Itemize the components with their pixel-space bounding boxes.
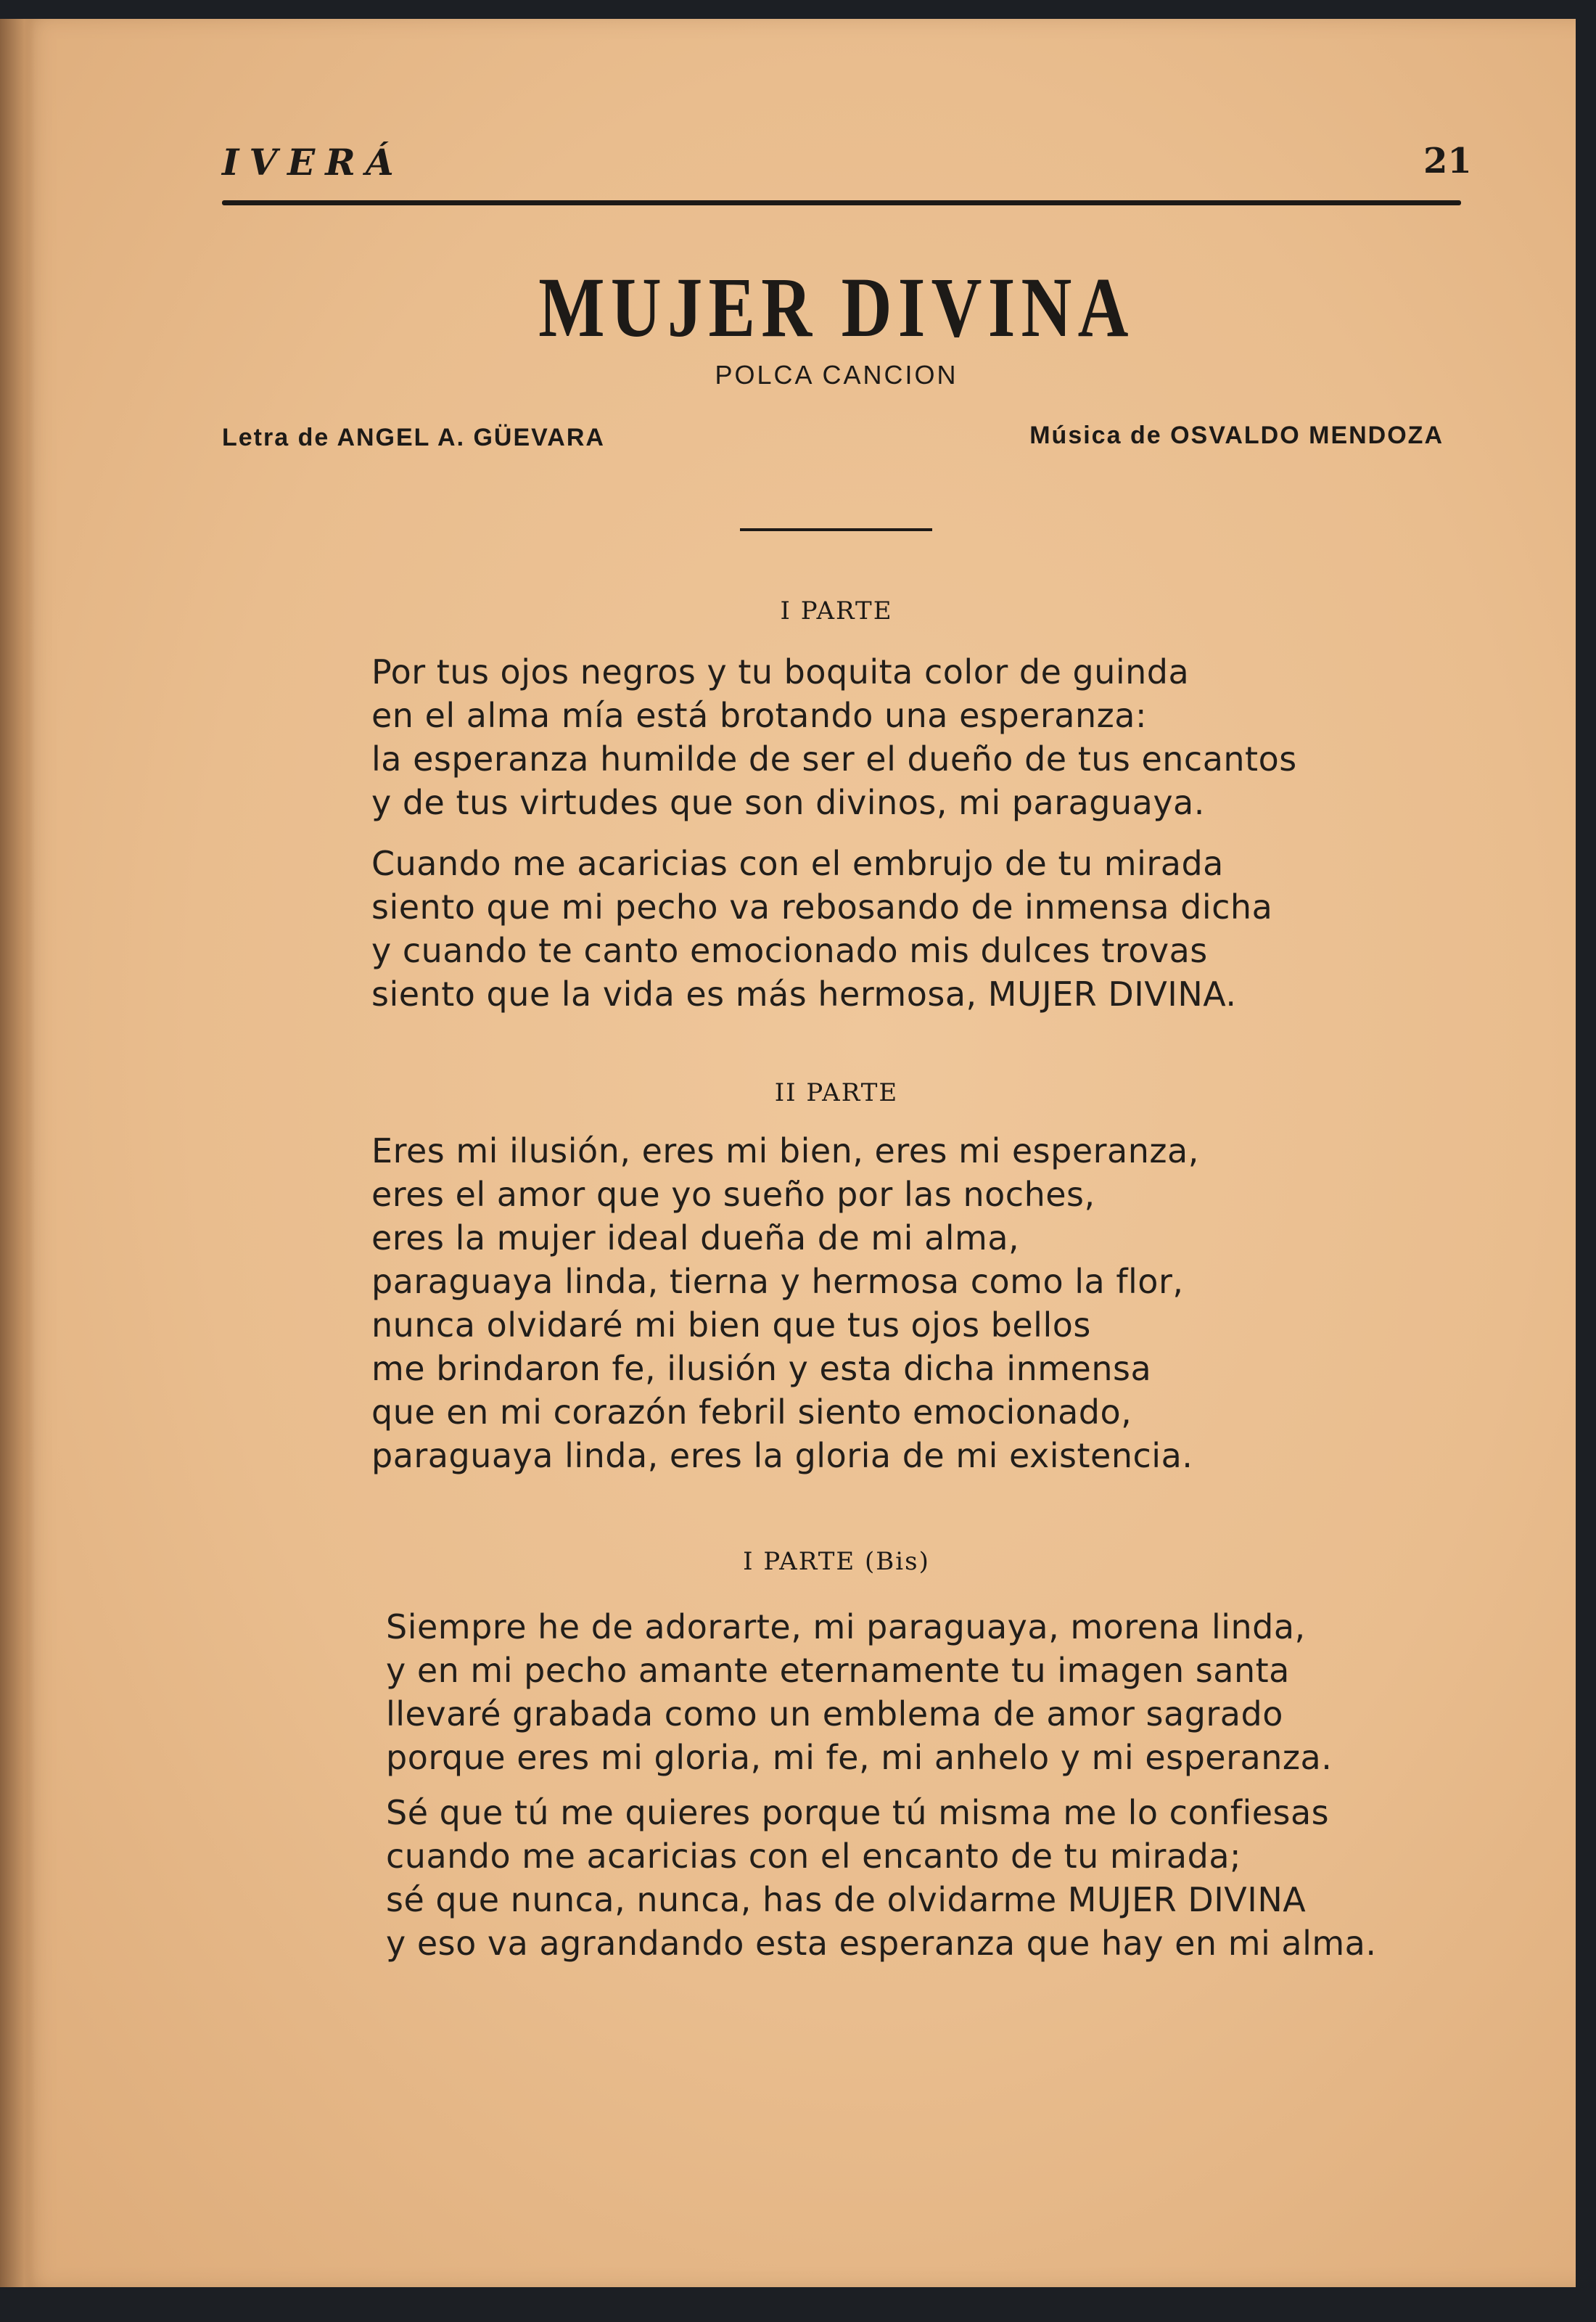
lyric-line: siento que la vida es más hermosa, MUJER DIVINA. [371, 975, 1237, 1014]
lyric-line: cuando me acaricias con el encanto de tu mirada; [386, 1837, 1242, 1876]
lyric-line: nunca olvidaré mi bien que tus ojos bellos [371, 1305, 1091, 1345]
lyric-line: y de tus virtudes que son divinos, mi paraguaya. [371, 783, 1205, 822]
lyric-line: Por tus ojos negros y tu boquita color de guinda [371, 652, 1190, 692]
running-title: IVERÁ [222, 141, 404, 184]
book-page [0, 19, 1576, 2287]
lyricist-credit: Letra de ANGEL A. GÜEVARA [222, 424, 605, 451]
lyric-line: eres la mujer ideal dueña de mi alma, [371, 1218, 1020, 1258]
lyric-line: siento que mi pecho va rebosando de inmensa dicha [371, 887, 1273, 927]
lyric-line: porque eres mi gloria, mi fe, mi anhelo y mi esperanza. [386, 1738, 1333, 1777]
book-gutter [0, 19, 35, 2287]
stanza [371, 842, 1272, 1016]
lyric-line: Sé que tú me quieres porque tú misma me lo confiesas [386, 1793, 1330, 1832]
title-divider [740, 528, 932, 531]
song-title: MUJER DIVINA [538, 260, 1135, 355]
lyric-line: llevaré grabada como un emblema de amor sagrado [386, 1694, 1283, 1734]
lyric-line: paraguaya linda, eres la gloria de mi existencia. [371, 1436, 1193, 1475]
stanza [371, 1129, 1199, 1477]
lyric-line: Siempre he de adorarte, mi paraguaya, morena linda, [386, 1607, 1306, 1646]
lyric-line: me brindaron fe, ilusión y esta dicha inmensa [371, 1349, 1152, 1388]
lyric-line: y eso va agrandando esta esperanza que hay en mi alma. [386, 1924, 1377, 1963]
header-rule [222, 200, 1461, 205]
lyric-line: y cuando te canto emocionado mis dulces trovas [371, 931, 1208, 970]
lyric-line: y en mi pecho amante eternamente tu imagen santa [386, 1651, 1290, 1690]
composer-credit: Música de OSVALDO MENDOZA [1029, 422, 1444, 449]
lyric-line: paraguaya linda, tierna y hermosa como la flor, [371, 1262, 1184, 1301]
stanza [386, 1791, 1377, 1965]
lyric-line: eres el amor que yo sueño por las noches, [371, 1175, 1095, 1214]
page-number: 21 [1423, 141, 1472, 181]
song-subtitle: POLCA CANCION [715, 360, 958, 390]
section-heading: I PARTE (Bis) [743, 1547, 930, 1576]
stanza [386, 1605, 1332, 1779]
lyric-line: que en mi corazón febril siento emocionado, [371, 1392, 1132, 1432]
lyric-line: Eres mi ilusión, eres mi bien, eres mi esperanza, [371, 1131, 1199, 1170]
lyric-line: en el alma mía está brotando una esperanza: [371, 696, 1147, 735]
section-heading: I PARTE [780, 596, 893, 625]
lyric-line: Cuando me acaricias con el embrujo de tu mirada [371, 844, 1224, 883]
stanza [371, 650, 1297, 824]
lyric-line: sé que nunca, nunca, has de olvidarme MUJER DIVINA [386, 1880, 1307, 1919]
section-heading: II PARTE [774, 1078, 899, 1107]
lyric-line: la esperanza humilde de ser el dueño de tus encantos [371, 739, 1297, 779]
